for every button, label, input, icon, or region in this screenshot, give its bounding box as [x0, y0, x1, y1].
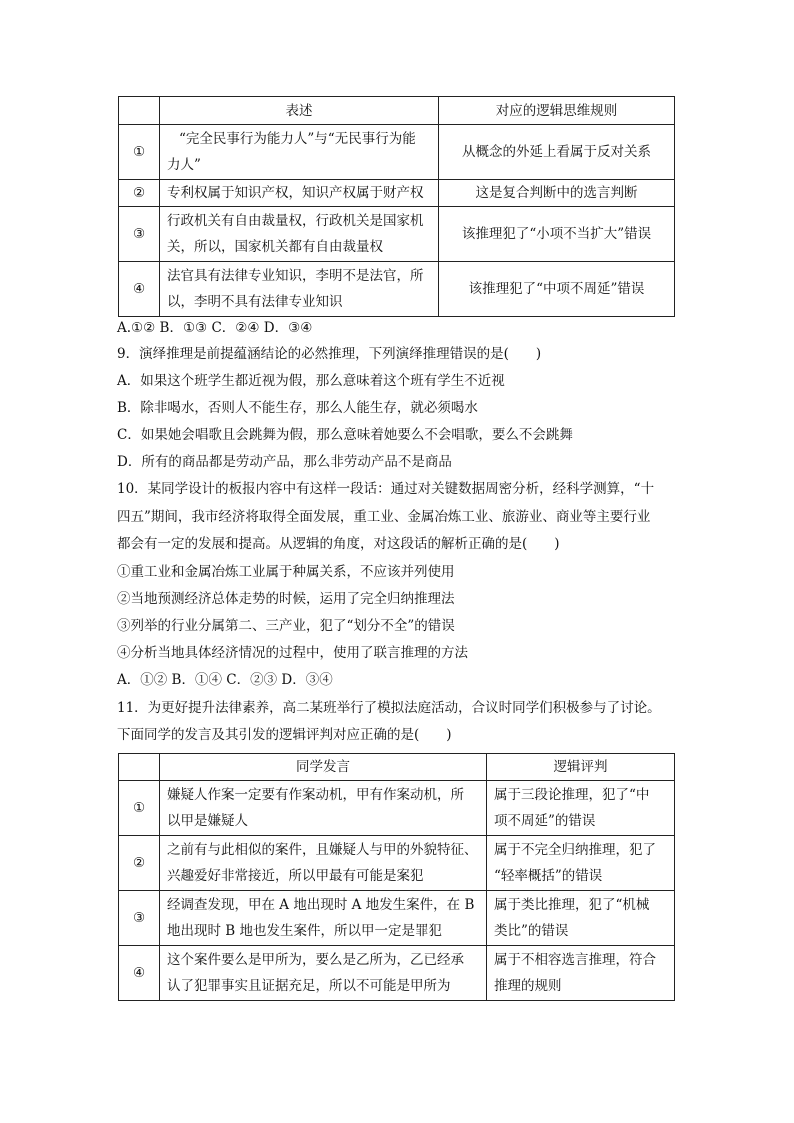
statement-rule-table — [118, 96, 675, 317]
q11-stem-line: 11．为更好提升法律素养，高二某班举行了模拟法庭活动，合议时同学们积极参与了讨论。 — [117, 700, 661, 716]
table-row — [119, 207, 675, 262]
statement-line: 法官具有法律专业知识，李明不是法官，所 — [167, 268, 424, 284]
q11-stem-line: 下面同学的发言及其引发的逻辑评判对应正确的是( ) — [117, 727, 452, 743]
header-cell-rule: 对应的逻辑思维规则 — [439, 97, 675, 125]
judgement-cell — [487, 836, 675, 891]
table-row — [119, 180, 675, 207]
q10-stem-line: 都会有一定的发展和提高。从逻辑的角度，对这段话的解析正确的是( ) — [117, 536, 560, 552]
judgement-line: “轻率概括”的错误 — [494, 868, 603, 884]
q10-statement: ②当地预测经济总体走势的时候，运用了完全归纳推理法 — [117, 591, 455, 607]
table-row — [119, 262, 675, 317]
judgement-line: 属于三段论推理，犯了“中 — [494, 787, 650, 803]
speech-cell — [160, 836, 487, 891]
table-header-row — [119, 754, 675, 781]
speech-line: 认了犯罪事实且证据充足，所以不可能是甲所为 — [167, 978, 451, 994]
statement-cell — [160, 262, 439, 317]
speech-line: 地出现时 B 地也发生案件，所以甲一定是罪犯 — [167, 923, 443, 939]
row-number: ④ — [119, 946, 160, 1001]
q10-options: A．①② B．①④ C．②③ D．③④ — [117, 672, 333, 688]
row-number: ① — [119, 125, 160, 180]
statement-line: 专利权属于知识产权，知识产权属于财产权 — [167, 185, 424, 201]
row-number: ③ — [119, 891, 160, 946]
row-number: ③ — [119, 207, 160, 262]
speech-line: 兴趣爱好非常接近，所以甲最有可能是案犯 — [167, 868, 424, 884]
row-number: ④ — [119, 262, 160, 317]
statement-line: “完全民事行为能力人”与“无民事行为能 — [179, 131, 416, 147]
q9-option-b: B．除非喝水，否则人不能生存，那么人能生存，就必须喝水 — [117, 400, 478, 416]
judgement-line: 属于不相容选言推理，符合 — [494, 952, 656, 968]
table-row — [119, 125, 675, 180]
row-number: ② — [119, 180, 160, 207]
rule-cell: 这是复合判断中的选言判断 — [439, 180, 675, 207]
q9-stem: 9．演绎推理是前提蕴涵结论的必然推理，下列演绎推理错误的是( ) — [117, 346, 542, 362]
header-cell-speech: 同学发言 — [160, 754, 487, 781]
q10-stem-line: 四五”期间，我市经济将取得全面发展，重工业、金属冶炼工业、旅游业、商业等主要行业 — [117, 509, 651, 525]
header-cell-empty — [119, 97, 160, 125]
q9-option-c: C．如果她会唱歌且会跳舞为假，那么意味着她要么不会唱歌，要么不会跳舞 — [117, 427, 573, 443]
statement-line: 关，所以，国家机关都有自由裁量权 — [167, 239, 383, 255]
statement-line: 以，李明不具有法律专业知识 — [167, 294, 343, 310]
q9-option-d: D．所有的商品都是劳动产品，那么非劳动产品不是商品 — [117, 454, 452, 470]
speech-cell — [160, 891, 487, 946]
judgement-cell — [487, 946, 675, 1001]
q10-stem-line: 10．某同学设计的板报内容中有这样一段话：通过对关键数据周密分析，经科学测算，“十 — [117, 481, 655, 497]
row-number: ② — [119, 836, 160, 891]
q8-options: A.①② B．①③ C．②④ D．③④ — [117, 320, 313, 336]
judgement-line: 推理的规则 — [494, 978, 562, 994]
q9-option-a: A．如果这个班学生都近视为假，那么意味着这个班有学生不近视 — [117, 373, 505, 389]
speech-line: 以甲是嫌疑人 — [167, 813, 248, 829]
table-header-row — [119, 97, 675, 125]
q10-statement: ③列举的行业分属第二、三产业，犯了“划分不全”的错误 — [117, 618, 455, 634]
row-number: ① — [119, 781, 160, 836]
speech-judgement-table — [118, 753, 675, 1001]
speech-line: 这个案件要么是甲所为，要么是乙所为，乙已经承 — [167, 952, 464, 968]
judgement-line: 类比”的错误 — [494, 923, 569, 939]
judgement-line: 项不周延”的错误 — [494, 813, 596, 829]
header-cell-statement: 表述 — [160, 97, 439, 125]
rule-cell: 从概念的外延上看属于反对关系 — [439, 125, 675, 180]
table-row — [119, 781, 675, 836]
judgement-line: 属于类比推理，犯了“机械 — [494, 897, 650, 913]
rule-cell: 该推理犯了“小项不当扩大”错误 — [439, 207, 675, 262]
header-cell-empty — [119, 754, 160, 781]
header-cell-judgement: 逻辑评判 — [487, 754, 675, 781]
speech-line: 嫌疑人作案一定要有作案动机，甲有作案动机，所 — [167, 787, 464, 803]
judgement-cell — [487, 781, 675, 836]
statement-line: 力人” — [167, 157, 201, 173]
statement-line: 行政机关有自由裁量权，行政机关是国家机 — [167, 213, 424, 229]
statement-cell — [160, 207, 439, 262]
speech-line: 经调查发现，甲在 A 地出现时 A 地发生案件，在 B — [167, 897, 475, 913]
statement-cell — [160, 125, 439, 180]
table-row — [119, 946, 675, 1001]
q10-statement: ④分析当地具体经济情况的过程中，使用了联言推理的方法 — [117, 645, 468, 661]
table-row — [119, 836, 675, 891]
rule-cell: 该推理犯了“中项不周延”错误 — [439, 262, 675, 317]
q10-statement: ①重工业和金属冶炼工业属于种属关系，不应该并列使用 — [117, 564, 455, 580]
speech-line: 之前有与此相似的案件，且嫌疑人与甲的外貌特征、 — [167, 842, 478, 858]
speech-cell — [160, 781, 487, 836]
judgement-cell — [487, 891, 675, 946]
speech-cell — [160, 946, 487, 1001]
table-row — [119, 891, 675, 946]
statement-cell — [160, 180, 439, 207]
judgement-line: 属于不完全归纳推理，犯了 — [494, 842, 656, 858]
